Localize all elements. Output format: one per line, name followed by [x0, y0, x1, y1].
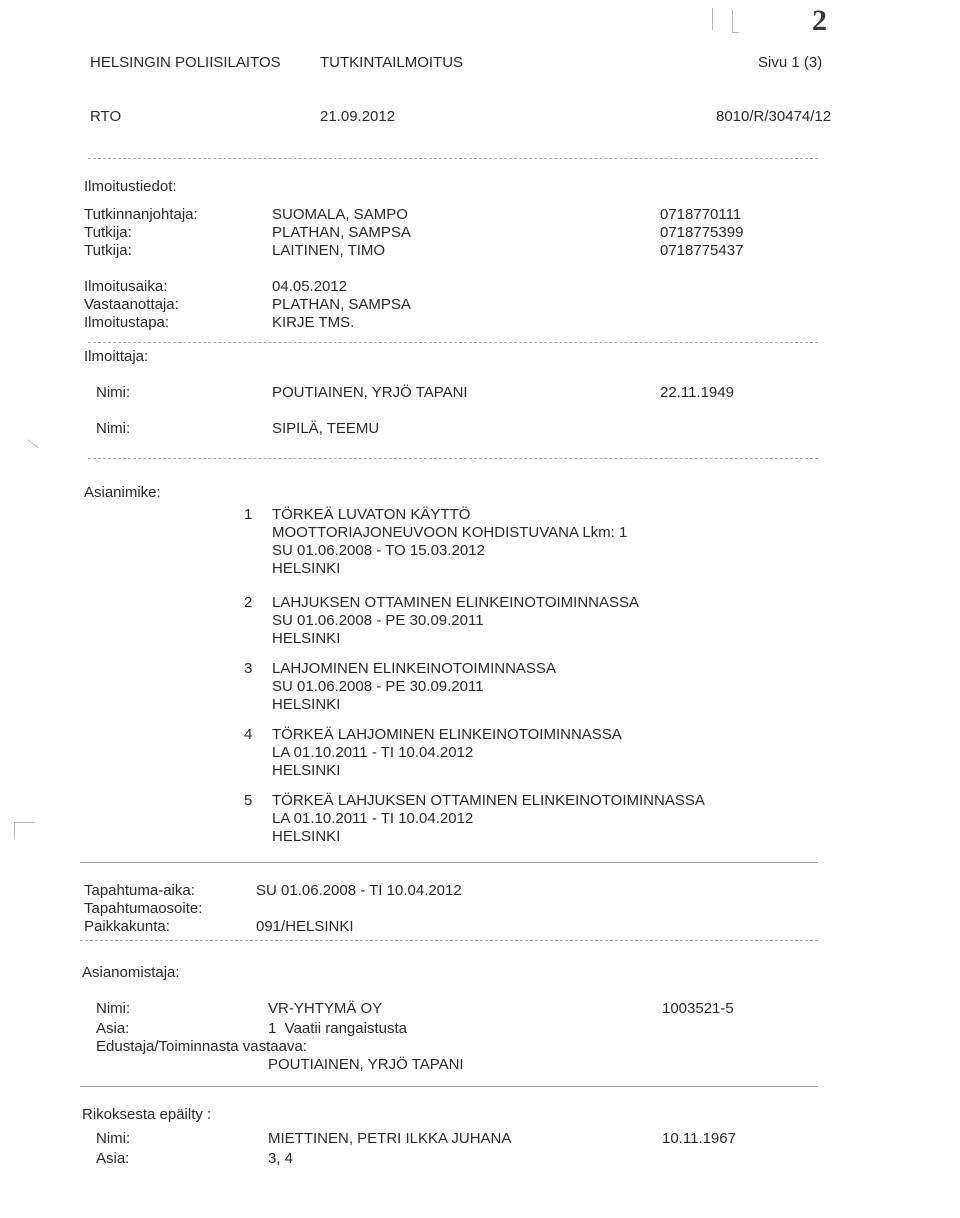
- scan-mark: [14, 822, 35, 839]
- investigator-phone: 0718775399: [660, 224, 744, 241]
- report-detail-label: Ilmoitustapa:: [84, 314, 170, 331]
- offence-number: 2: [244, 594, 253, 611]
- document-date: 21.09.2012: [320, 108, 396, 125]
- injured-party-business-id: 1003521-5: [662, 1000, 734, 1017]
- offence-period: SU 01.06.2008 - PE 30.09.2011: [272, 612, 484, 629]
- injured-party-name: VR-YHTYMÄ OY: [268, 1000, 383, 1017]
- report-detail-value: KIRJE TMS.: [272, 314, 355, 331]
- crime-type: RTO: [90, 108, 122, 125]
- offence-title: TÖRKEÄ LAHJOMINEN ELINKEINOTOIMINNASSA: [272, 726, 622, 743]
- offence-location: HELSINKI: [272, 762, 341, 779]
- representative-name: POUTIAINEN, YRJÖ TAPANI: [268, 1056, 464, 1073]
- offence-location: HELSINKI: [272, 560, 341, 577]
- municipality-value: 091/HELSINKI: [256, 918, 354, 935]
- suspect-name: MIETTINEN, PETRI ILKKA JUHANA: [268, 1130, 512, 1147]
- divider: [88, 158, 818, 159]
- offence-title: LAHJUKSEN OTTAMINEN ELINKEINOTOIMINNASSA: [272, 594, 640, 611]
- report-detail-label: Ilmoitusaika:: [84, 278, 168, 295]
- investigator-label: Tutkinnanjohtaja:: [84, 206, 198, 223]
- injured-party-name-label: Nimi:: [96, 1000, 131, 1017]
- reporter-birthdate: 22.11.1949: [660, 384, 734, 401]
- reporter-name: SIPILÄ, TEEMU: [272, 420, 380, 437]
- investigator-phone: 0718775437: [660, 242, 744, 259]
- divider: [80, 862, 818, 863]
- offence-period: SU 01.06.2008 - PE 30.09.2011: [272, 678, 484, 695]
- injured-party-matter: 1 Vaatii rangaistusta: [268, 1020, 407, 1037]
- offence-number: 3: [244, 660, 253, 677]
- offence-location: HELSINKI: [272, 696, 341, 713]
- report-detail-value: 04.05.2012: [272, 278, 348, 295]
- report-detail-value: PLATHAN, SAMPSA: [272, 296, 411, 313]
- offence-title: LAHJOMINEN ELINKEINOTOIMINNASSA: [272, 660, 556, 677]
- representative-label: Edustaja/Toiminnasta vastaava:: [96, 1038, 307, 1055]
- suspect-matter-label: Asia:: [96, 1150, 130, 1167]
- divider: [80, 940, 818, 941]
- injured-party-matter-label: Asia:: [96, 1020, 130, 1037]
- offence-period: SU 01.06.2008 - TO 15.03.2012: [272, 542, 485, 559]
- municipality-label: Paikkakunta:: [84, 918, 170, 935]
- offence-title: TÖRKEÄ LAHJUKSEN OTTAMINEN ELINKEINOTOIMINNASSA: [272, 792, 705, 809]
- corner-page-mark: 2: [812, 4, 827, 37]
- suspect-name-label: Nimi:: [96, 1130, 131, 1147]
- offence-location: HELSINKI: [272, 828, 341, 845]
- investigator-label: Tutkija:: [84, 224, 132, 241]
- event-time-value: SU 01.06.2008 - TI 10.04.2012: [256, 882, 462, 899]
- investigator-name: LAITINEN, TIMO: [272, 242, 386, 259]
- section-heading-asianomistaja: Asianomistaja:: [82, 964, 180, 981]
- offence-title: TÖRKEÄ LUVATON KÄYTTÖ: [272, 506, 471, 523]
- case-number: 8010/R/30474/12: [716, 108, 832, 125]
- offence-period: LA 01.10.2011 - TI 10.04.2012: [272, 744, 474, 761]
- divider: [80, 1086, 818, 1087]
- investigator-name: PLATHAN, SAMPSA: [272, 224, 411, 241]
- suspect-matter: 3, 4: [268, 1150, 294, 1167]
- offence-period: LA 01.10.2011 - TI 10.04.2012: [272, 810, 474, 827]
- offence-number: 1: [244, 506, 253, 523]
- scan-mark: [712, 8, 715, 30]
- reporter-name: POUTIAINEN, YRJÖ TAPANI: [272, 384, 468, 401]
- scan-mark: [19, 439, 39, 459]
- scan-mark: [732, 10, 739, 33]
- investigator-phone: 0718770111: [660, 206, 742, 223]
- investigator-name: SUOMALA, SAMPO: [272, 206, 408, 223]
- section-heading-ilmoitustiedot: Ilmoitustiedot:: [84, 178, 177, 195]
- reporter-label: Nimi:: [96, 384, 131, 401]
- section-heading-asianimike: Asianimike:: [84, 484, 161, 501]
- section-heading-suspect: Rikoksesta epäilty :: [82, 1106, 212, 1123]
- investigator-label: Tutkija:: [84, 242, 132, 259]
- document-type: TUTKINTAILMOITUS: [320, 54, 464, 71]
- offence-number: 5: [244, 792, 253, 809]
- event-time-label: Tapahtuma-aika:: [84, 882, 195, 899]
- suspect-birthdate: 10.11.1967: [662, 1130, 736, 1147]
- report-detail-label: Vastaanottaja:: [84, 296, 179, 313]
- divider: [88, 458, 818, 459]
- divider: [88, 342, 818, 343]
- event-address-label: Tapahtumaosoite:: [84, 900, 203, 917]
- org-name: HELSINGIN POLIISILAITOS: [90, 54, 281, 71]
- offence-number: 4: [244, 726, 253, 743]
- offence-location: HELSINKI: [272, 630, 341, 647]
- section-heading-ilmoittaja: Ilmoittaja:: [84, 348, 149, 365]
- page-number: Sivu 1 (3): [758, 54, 823, 71]
- offence-detail: MOOTTORIAJONEUVOON KOHDISTUVANA Lkm: 1: [272, 524, 628, 541]
- reporter-label: Nimi:: [96, 420, 131, 437]
